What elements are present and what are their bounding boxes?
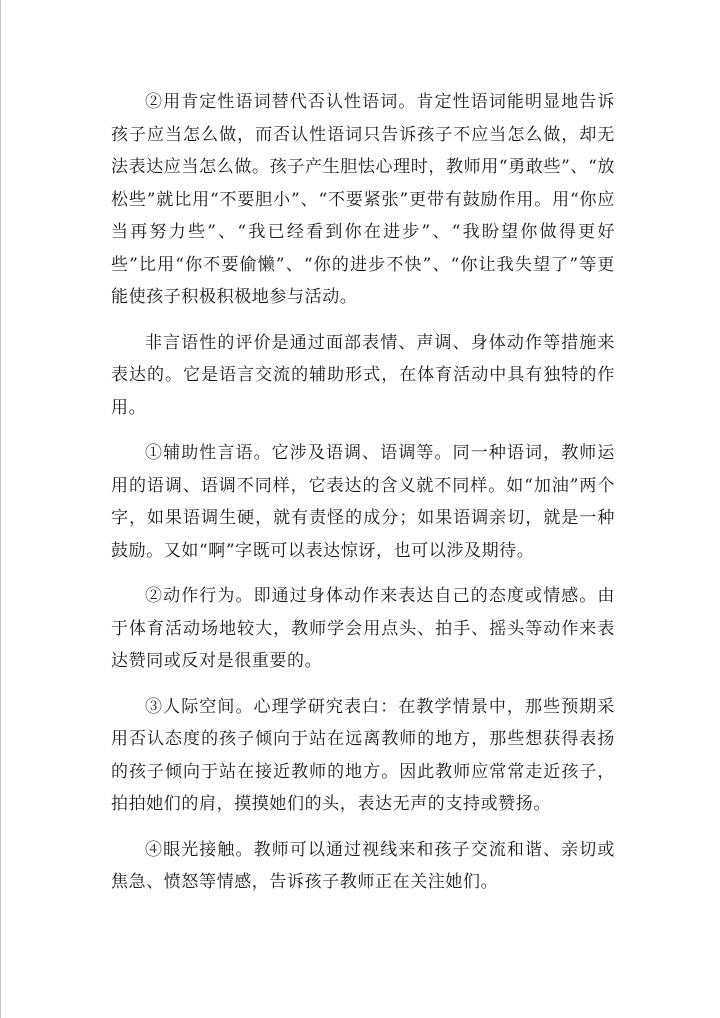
paragraph-body-action: ②动作行为。即通过身体动作来表达自己的态度或情感。由于体育活动场地较大，教师学会用点头、拍手、摇头等动作来表达赞同或反对是很重要的。	[111, 586, 615, 671]
paragraph-personal-space: ③人际空间。心理学研究表白：在教学情景中，那些预期采用否认态度的孩子倾向于站在远离教师的地方，那些想获得表扬的孩子倾向于站在接近教师的地方。因此教师应常常走近孩子，拍拍她们的肩，摸摸她们的头，表达无声的支持或赞扬。	[111, 696, 615, 814]
paragraph-eye-contact: ④眼光接触。教师可以通过视线来和孩子交流和谐、亲切或焦急、愤怒等情感，告诉孩子教师正在关注她们。	[111, 839, 615, 892]
paragraph-paralanguage: ①辅助性言语。它涉及语调、语调等。同一种语词，教师运用的语调、语调不同样，它表达的含义就不同样。如“加油”两个字，如果语调生硬，就有责怪的成分；如果语调亲切，就是一种鼓励。又如“啊”字既可以表达惊讶，也可以涉及期待。	[111, 443, 615, 561]
paragraph-nonverbal-evaluation: 非言语性的评价是通过面部表情、声调、身体动作等措施来表达的。它是语言交流的辅助形式，在体育活动中具有独特的作用。	[111, 332, 615, 418]
document-body	[111, 86, 615, 912]
paragraph-positive-words: ②用肯定性语词替代否认性语词。肯定性语词能明显地告诉孩子应当怎么做，而否认性语词只告诉孩子不应当怎么做，却无法表达应当怎么做。孩子产生胆怯心理时，教师用“勇敢些”、“放松些”就比用“不要胆小”、“不要紧张”更带有鼓励作用。用“你应当再努力些”、“我已经看到你在进步”、“我盼望你做得更好些”比用“你不要偷懒”、“你的进步不快”、“你让我失望了”等更能使孩子积极积极地参与活动。	[111, 92, 615, 307]
